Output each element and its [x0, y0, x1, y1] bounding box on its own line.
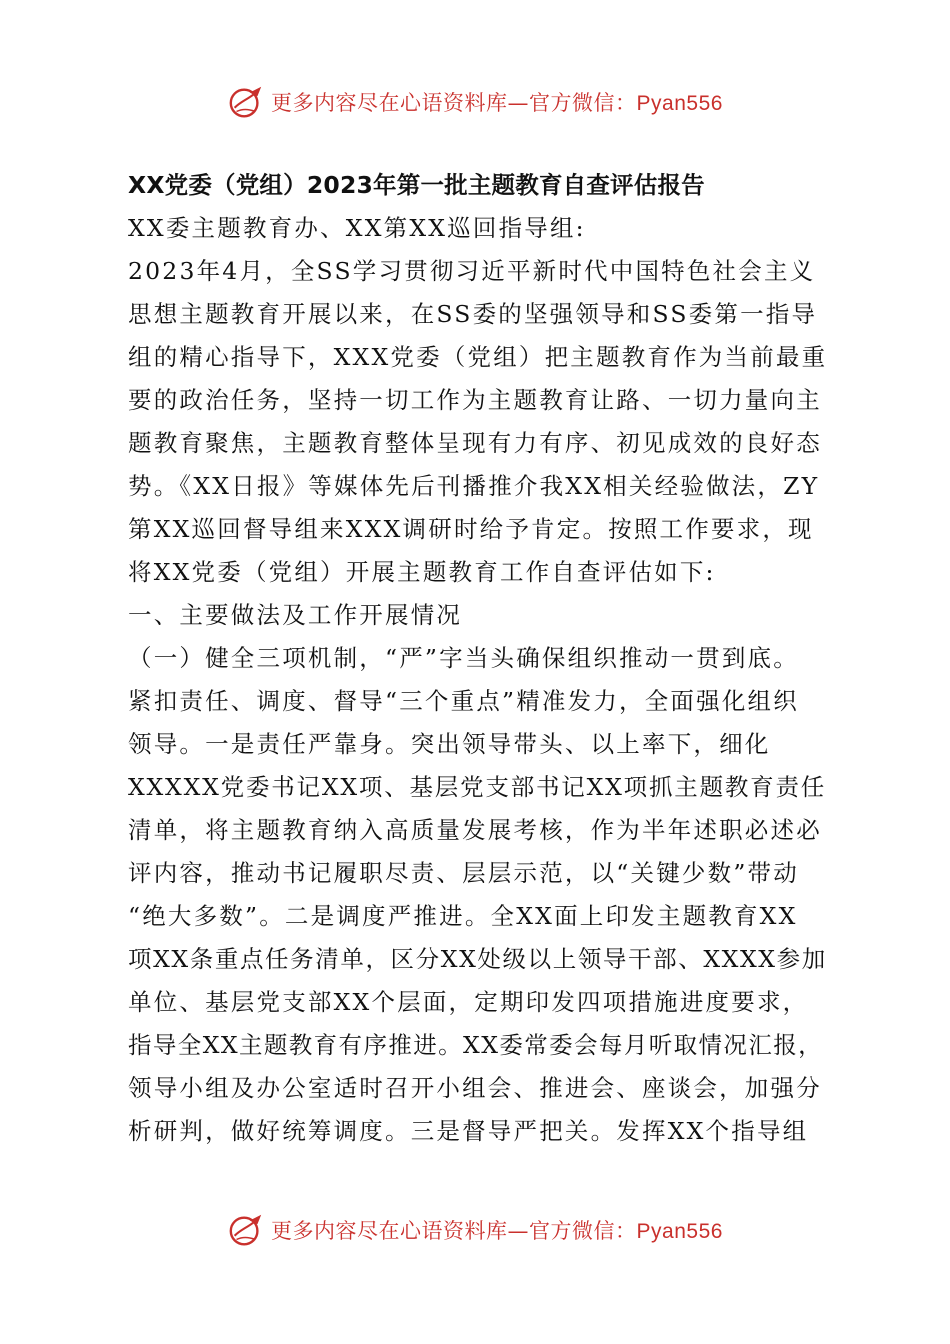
text-line: （一）健全三项机制，“严”字当头确保组织推动一贯到底。	[128, 644, 799, 672]
text-line: “绝大多数”。二是调度严推进。全XX面上印发主题教育XX	[128, 902, 798, 930]
text-line: 清单，将主题教育纳入高质量发展考核，作为半年述职必述必	[128, 816, 822, 844]
text-line: 指导全XX主题教育有序推进。XX委常委会每月听取情况汇报，	[128, 1031, 824, 1059]
text-line: 评内容，推动书记履职尽责、层层示范，以“关键少数”带动	[128, 859, 799, 887]
watermark-label: 更多内容尽在心语资料库—官方微信：	[271, 1219, 637, 1243]
watermark-text	[271, 87, 723, 117]
text-line: 项XX条重点任务清单，区分XX处级以上领导干部、XXXX参加	[128, 945, 827, 973]
text-line: 2023年4月，全SS学习贯彻习近平新时代中国特色社会主义	[128, 257, 816, 285]
document-title: XX党委（党组）2023年第一批主题教育自查评估报告	[128, 171, 705, 199]
document-body	[128, 164, 828, 1153]
text-line: 将XX党委（党组）开展主题教育工作自查评估如下:	[128, 558, 716, 586]
text-line: 一、主要做法及工作开展情况	[128, 601, 463, 629]
pen-logo-icon	[227, 83, 265, 121]
text-line: 题教育聚焦，主题教育整体呈现有力有序、初见成效的良好态	[128, 429, 822, 457]
text-line: 析研判，做好统筹调度。三是督导严把关。发挥XX个指导组	[128, 1117, 809, 1145]
text-line: 领导小组及办公室适时召开小组会、推进会、座谈会，加强分	[128, 1074, 822, 1102]
text-line: 领导。一是责任严靠身。突出领导带头、以上率下，细化	[128, 730, 771, 758]
text-line: 思想主题教育开展以来，在SS委的坚强领导和SS委第一指导	[128, 300, 818, 328]
text-line: XXXXX党委书记XX项、基层党支部书记XX项抓主题教育责任	[128, 773, 827, 801]
text-line: 要的政治任务，坚持一切工作为主题教育让路、一切力量向主	[128, 386, 822, 414]
text-line: 紧扣责任、调度、督导“三个重点”精准发力，全面强化组织	[128, 687, 799, 715]
pen-logo-icon	[227, 1211, 265, 1249]
text-line: 单位、基层党支部XX个层面，定期印发四项措施进度要求，	[128, 988, 809, 1016]
text-line: 第XX巡回督导组来XXX调研时给予肯定。按照工作要求，现	[128, 515, 814, 543]
watermark-footer	[0, 1208, 950, 1252]
watermark-header	[0, 80, 950, 124]
text-line: 势。《XX日报》等媒体先后刊播推介我XX相关经验做法，ZY	[128, 472, 820, 500]
watermark-text	[271, 1215, 723, 1245]
watermark-wechat-id: Pyan556	[636, 92, 723, 115]
watermark-wechat-id: Pyan556	[636, 1220, 723, 1243]
text-line: 组的精心指导下，XXX党委（党组）把主题教育作为当前最重	[128, 343, 828, 371]
text-line: XX委主题教育办、XX第XX巡回指导组:	[128, 214, 586, 242]
document-paragraphs	[128, 207, 828, 1153]
watermark-label: 更多内容尽在心语资料库—官方微信：	[271, 91, 637, 115]
